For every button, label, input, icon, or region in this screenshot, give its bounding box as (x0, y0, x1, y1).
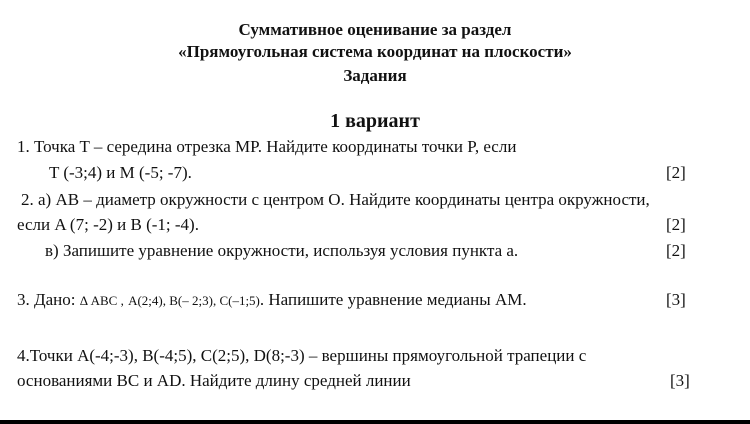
header-tasks-label: Задания (343, 66, 407, 85)
task-1-line-1: 1. Точка T – середина отрезка MP. Найдите координаты точки P, если (17, 137, 517, 156)
task-3-score: [3] (666, 290, 686, 309)
variant-heading: 1 вариант (330, 110, 420, 132)
task-4-line-2: основаниями BC и AD. Найдите длину средней линии (17, 371, 411, 390)
header-title: Суммативное оценивание за раздел (238, 20, 512, 39)
task-2b-score: [2] (666, 241, 686, 260)
task-4-score: [3] (670, 371, 690, 390)
bottom-divider (0, 420, 750, 424)
task-1-score: [2] (666, 163, 686, 182)
task-2a-line-1: 2. а) AB – диаметр окружности с центром O. Найдите координаты центра окружности, (21, 190, 650, 209)
task-3-suffix: . Напишите уравнение медианы АМ. (259, 290, 527, 309)
task-2a-score: [2] (666, 215, 686, 234)
task-1-line-2: T (-3;4) и M (-5; -7). (49, 163, 192, 182)
task-3-points: A(2;4), B(– 2;3), C(–1;5) (128, 293, 260, 308)
task-2a-line-2: если A (7; -2) и B (-1; -4). (17, 215, 199, 234)
task-3-triangle: Δ ABC , (79, 293, 124, 308)
task-3-line (17, 290, 527, 311)
header-section-name: «Прямоугольная система координат на плоскости» (178, 42, 572, 61)
task-3-prefix: 3. Дано: (17, 290, 80, 309)
task-2b-line: в) Запишите уравнение окружности, используя условия пункта а. (45, 241, 519, 260)
task-4-line-1: 4.Точки A(-4;-3), B(-4;5), C(2;5), D(8;-3) – вершины прямоугольной трапеции с (17, 346, 587, 365)
